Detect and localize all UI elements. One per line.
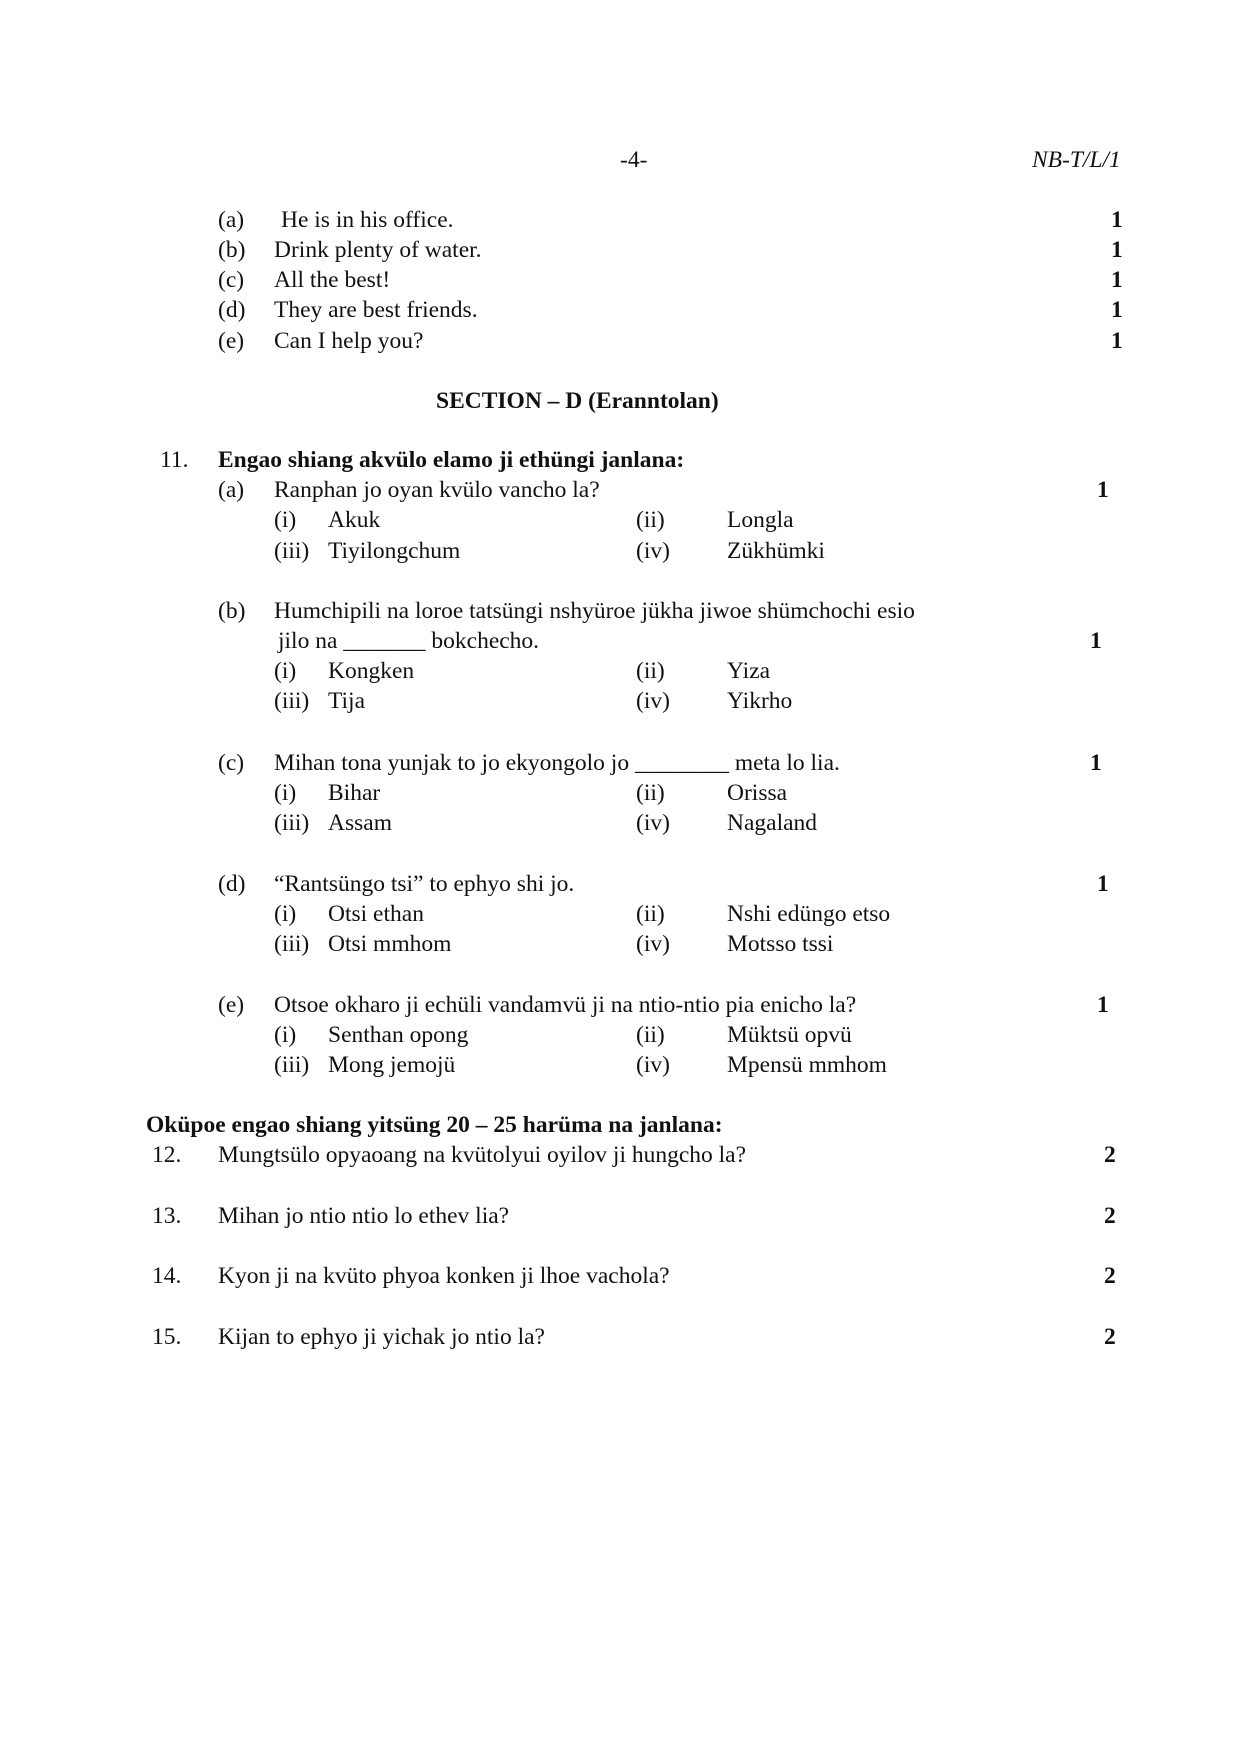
part-marks: 1 [1090,750,1102,776]
part-marks: 1 [1097,992,1109,1018]
option-text: Mong jemojü [328,1052,456,1078]
question-text: Kyon ji na kvüto phyoa konken ji lhoe vachola? [218,1263,670,1289]
question-text: Kijan to ephyo ji yichak jo ntio la? [218,1324,545,1350]
question-instruction: Engao shiang akvülo elamo ji ethüngi janlana: [218,447,685,473]
option-text: Otsi ethan [328,901,424,927]
question-text: Mihan jo ntio ntio lo ethev lia? [218,1203,510,1229]
part-marks: 1 [1097,477,1109,503]
part-text: Ranphan jo oyan kvülo vancho la? [274,477,600,503]
question-marks: 2 [1104,1203,1116,1229]
item-label: (d) [218,297,246,323]
option-text: Assam [328,810,392,836]
option-text: Tiyilongchum [328,538,461,564]
part-label: (e) [218,992,245,1018]
option-label: (ii) [636,1022,665,1048]
item-text: He is in his office. [281,207,454,233]
option-text: Zükhümki [727,538,825,564]
item-marks: 1 [1111,207,1123,233]
option-label: (iii) [274,931,310,957]
option-text: Kongken [328,658,415,684]
item-marks: 1 [1111,297,1123,323]
part-text-continued: jilo na _______ bokchecho. [278,628,540,654]
part-label: (d) [218,871,246,897]
question-number: 12. [152,1142,182,1168]
option-text: Senthan opong [328,1022,469,1048]
option-label: (iii) [274,688,310,714]
item-label: (c) [218,267,245,293]
option-label: (ii) [636,507,665,533]
item-label: (a) [218,207,245,233]
item-marks: 1 [1111,237,1123,263]
option-label: (i) [274,507,297,533]
paper-code: NB-T/L/1 [1032,147,1121,173]
question-marks: 2 [1104,1263,1116,1289]
option-label: (ii) [636,780,665,806]
option-label: (iii) [274,538,310,564]
item-text: Drink plenty of water. [274,237,482,263]
option-label: (iv) [636,538,670,564]
option-label: (iv) [636,931,670,957]
option-text: Müktsü opvü [727,1022,852,1048]
option-text: Longla [727,507,794,533]
part-text: Humchipili na loroe tatsüngi nshyüroe jükha jiwoe shümchochi esio [274,598,915,624]
part-text: Otsoe okharo ji echüli vandamvü ji na ntio-ntio pia enicho la? [274,992,857,1018]
option-text: Otsi mmhom [328,931,452,957]
item-marks: 1 [1111,267,1123,293]
option-label: (ii) [636,901,665,927]
option-label: (i) [274,901,297,927]
question-number: 15. [152,1324,182,1350]
part-label: (b) [218,598,246,624]
short-answer-instruction: Oküpoe engao shiang yitsüng 20 – 25 harüma na janlana: [146,1112,723,1138]
option-text: Yiza [727,658,771,684]
part-marks: 1 [1097,871,1109,897]
question-text: Mungtsülo opyaoang na kvütolyui oyilov ji hungcho la? [218,1142,747,1168]
option-text: Motsso tssi [727,931,834,957]
option-label: (i) [274,1022,297,1048]
question-number: 14. [152,1263,182,1289]
section-title: SECTION – D (Eranntolan) [436,388,719,414]
item-marks: 1 [1111,328,1123,354]
part-text: “Rantsüngo tsi” to ephyo shi jo. [274,871,575,897]
option-label: (iv) [636,1052,670,1078]
item-label: (e) [218,328,245,354]
item-text: They are best friends. [274,297,478,323]
option-text: Nshi edüngo etso [727,901,891,927]
page-number: -4- [620,147,648,173]
item-text: All the best! [274,267,391,293]
option-text: Mpensü mmhom [727,1052,887,1078]
question-marks: 2 [1104,1324,1116,1350]
option-text: Tija [328,688,366,714]
question-number: 11. [160,447,189,473]
part-label: (a) [218,477,245,503]
part-marks: 1 [1090,628,1102,654]
option-text: Bihar [328,780,381,806]
option-label: (i) [274,780,297,806]
option-label: (iii) [274,1052,310,1078]
option-text: Orissa [727,780,788,806]
option-label: (iv) [636,688,670,714]
item-label: (b) [218,237,246,263]
part-text: Mihan tona yunjak to jo ekyongolo jo ________ meta lo lia. [274,750,840,776]
option-label: (iii) [274,810,310,836]
question-marks: 2 [1104,1142,1116,1168]
option-text: Nagaland [727,810,818,836]
question-number: 13. [152,1203,182,1229]
option-label: (ii) [636,658,665,684]
option-label: (iv) [636,810,670,836]
option-text: Akuk [328,507,381,533]
option-label: (i) [274,658,297,684]
part-label: (c) [218,750,245,776]
item-text: Can I help you? [274,328,424,354]
option-text: Yikrho [727,688,793,714]
